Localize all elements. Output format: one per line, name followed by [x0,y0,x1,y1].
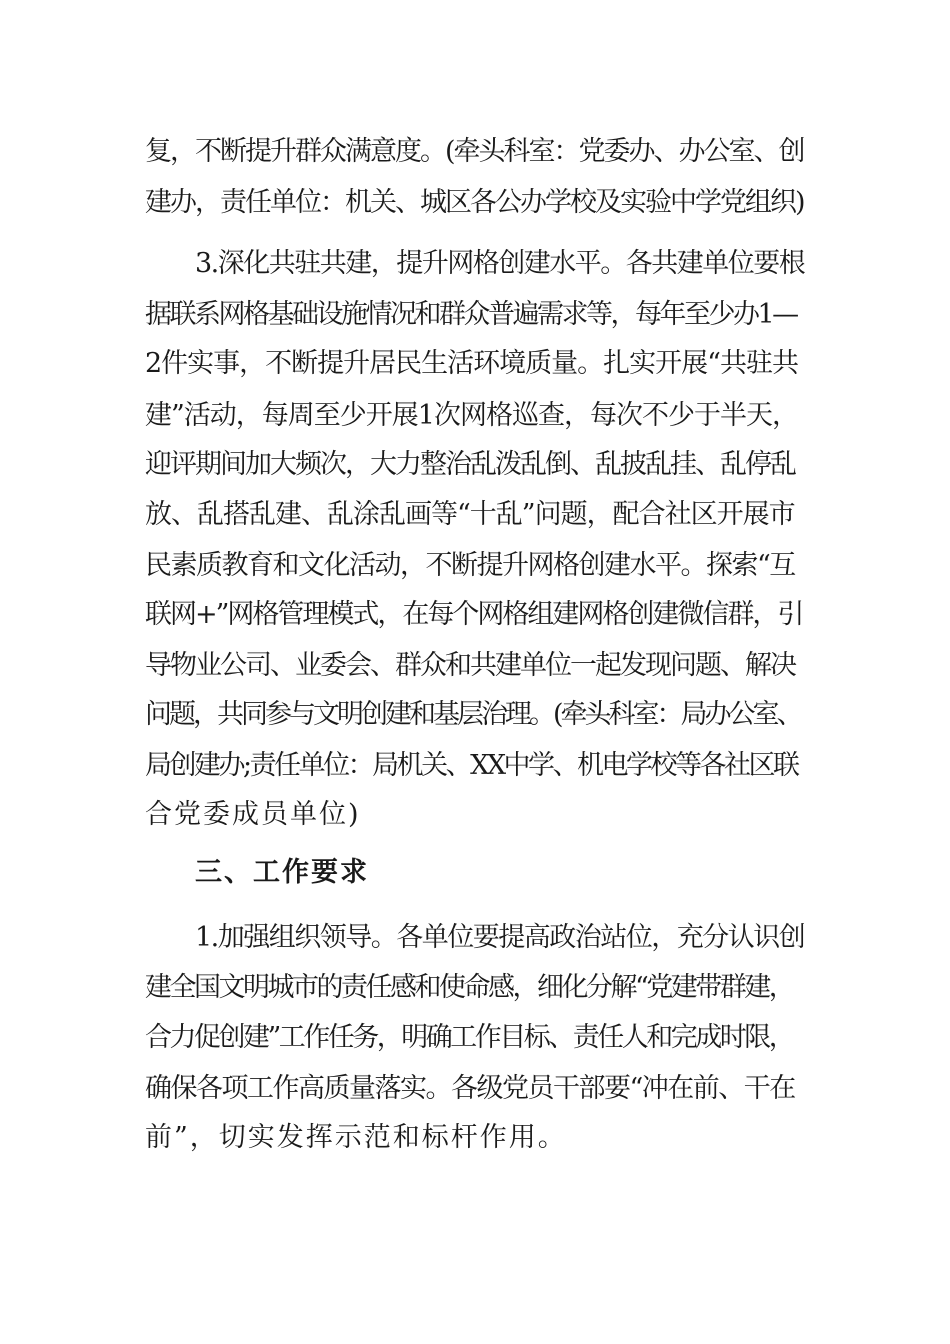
section-heading: 三、工作要求 [195,857,369,888]
paragraph-first-line: 3.深化共驻共建，提升网格创建水平。各共建单位要根 [195,248,805,279]
text-line: 放、乱搭乱建、乱涂乱画等“十乱”问题，配合社区开展市 [145,499,795,530]
text-line: 复，不断提升群众满意度。(牵头科室：党委办、办公室、创 [145,136,804,167]
text-line: 导物业公司、业委会、群众和共建单位一起发现问题、解决 [145,650,795,681]
paragraph-first-line: 1.加强组织领导。各单位要提高政治站位，充分认识创 [195,922,805,953]
text-line: 迎评期间加大频次，大力整治乱泼乱倒、乱披乱挂、乱停乱 [145,449,795,480]
text-line: 合党委成员单位) [145,799,361,830]
text-line: 问题，共同参与文明创建和基层治理。(牵头科室：局办公室、 [145,699,801,730]
text-line: 确保各项工作高质量落实。各级党员干部要“冲在前、干在 [145,1073,795,1104]
text-line: 民素质教育和文化活动，不断提升网格创建水平。探索“互 [145,550,795,581]
text-line: 据联系网格基础设施情况和群众普遍需求等，每年至少办1— [145,299,797,330]
text-line: 建全国文明城市的责任感和使命感，细化分解“党建带群建， [145,972,794,1003]
text-line: 建办，责任单位：机关、城区各公办学校及实验中学党组织) [145,187,804,218]
text-line: 联网+”网格管理模式，在每个网格组建网格创建微信群，引 [145,599,803,630]
text-line: 局创建办;责任单位：局机关、XX中学、机电学校等各社区联 [145,750,798,781]
text-line: 合力促创建”工作任务，明确工作目标、责任人和完成时限， [145,1022,794,1053]
text-line: 建”活动，每周至少开展1次网格巡查，每次不少于半天， [145,400,798,431]
text-line: 2件实事，不断提升居民生活环境质量。扎实开展“共驻共 [145,348,798,379]
text-line: 前”，切实发挥示范和标杆作用。 [145,1122,567,1153]
